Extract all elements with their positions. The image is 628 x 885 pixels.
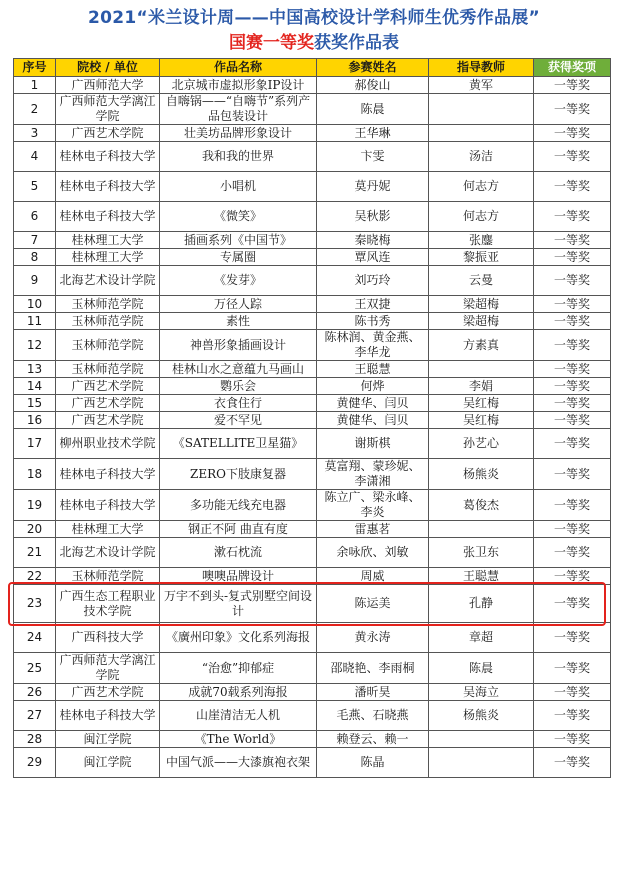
cell-award: 一等奖 — [534, 731, 611, 748]
table-row — [14, 266, 611, 296]
cell-work: 漱石枕流 — [160, 538, 317, 568]
cell-teacher: 张卫东 — [429, 538, 534, 568]
cell-participant: 邵晓艳、李雨桐 — [317, 653, 429, 684]
cell-teacher: 吴红梅 — [429, 412, 534, 429]
cell-teacher: 葛俊杰 — [429, 490, 534, 521]
cell-teacher: 云曼 — [429, 266, 534, 296]
cell-work: 《廣州印象》文化系列海报 — [160, 623, 317, 653]
table-row — [14, 731, 611, 748]
cell-award: 一等奖 — [534, 490, 611, 521]
cell-award: 一等奖 — [534, 395, 611, 412]
cell-work: 衣食住行 — [160, 395, 317, 412]
cell-award: 一等奖 — [534, 296, 611, 313]
col-header-work: 作品名称 — [160, 59, 317, 77]
cell-participant: 陈立广、梁永峰、李炎 — [317, 490, 429, 521]
cell-number: 3 — [14, 125, 56, 142]
cell-award: 一等奖 — [534, 538, 611, 568]
cell-number: 15 — [14, 395, 56, 412]
col-header-number: 序号 — [14, 59, 56, 77]
cell-school: 桂林理工大学 — [56, 249, 160, 266]
cell-number: 10 — [14, 296, 56, 313]
table-row — [14, 585, 611, 623]
table-row — [14, 249, 611, 266]
cell-number: 24 — [14, 623, 56, 653]
cell-work: 多功能无线充电器 — [160, 490, 317, 521]
table-row — [14, 361, 611, 378]
cell-school: 柳州职业技术学院 — [56, 429, 160, 459]
table-row — [14, 653, 611, 684]
cell-participant: 周威 — [317, 568, 429, 585]
cell-participant: 陈晨 — [317, 94, 429, 125]
cell-teacher: 杨熊炎 — [429, 459, 534, 490]
cell-award: 一等奖 — [534, 172, 611, 202]
table-row — [14, 313, 611, 330]
table-row — [14, 748, 611, 778]
cell-number: 14 — [14, 378, 56, 395]
cell-work: 桂林山水之意蕴九马画山 — [160, 361, 317, 378]
cell-number: 20 — [14, 521, 56, 538]
table-row — [14, 94, 611, 125]
cell-teacher — [429, 361, 534, 378]
cell-school: 桂林电子科技大学 — [56, 142, 160, 172]
cell-work: 《微笑》 — [160, 202, 317, 232]
cell-school: 闽江学院 — [56, 748, 160, 778]
table-row — [14, 490, 611, 521]
cell-teacher: 张鏖 — [429, 232, 534, 249]
cell-work: 《发芽》 — [160, 266, 317, 296]
award-level-highlight: 国赛一等奖 — [229, 33, 314, 53]
cell-number: 4 — [14, 142, 56, 172]
cell-school: 广西艺术学院 — [56, 125, 160, 142]
cell-school: 桂林电子科技大学 — [56, 701, 160, 731]
cell-participant: 潘昕昊 — [317, 684, 429, 701]
cell-work: 我和我的世界 — [160, 142, 317, 172]
cell-teacher — [429, 731, 534, 748]
col-header-award: 获得奖项 — [534, 59, 611, 77]
cell-school: 闽江学院 — [56, 731, 160, 748]
cell-number: 12 — [14, 330, 56, 361]
cell-award: 一等奖 — [534, 429, 611, 459]
cell-work: 爱不罕见 — [160, 412, 317, 429]
cell-award: 一等奖 — [534, 459, 611, 490]
cell-number: 8 — [14, 249, 56, 266]
cell-school: 北海艺术设计学院 — [56, 538, 160, 568]
cell-participant: 刘巧玲 — [317, 266, 429, 296]
cell-award: 一等奖 — [534, 330, 611, 361]
cell-teacher: 何志方 — [429, 172, 534, 202]
cell-number: 23 — [14, 585, 56, 623]
cell-school: 玉林师范学院 — [56, 361, 160, 378]
cell-school: 北海艺术设计学院 — [56, 266, 160, 296]
cell-school: 广西生态工程职业技术学院 — [56, 585, 160, 623]
cell-work: 鹦乐会 — [160, 378, 317, 395]
cell-teacher — [429, 748, 534, 778]
cell-number: 21 — [14, 538, 56, 568]
cell-work: “治愈”抑郁症 — [160, 653, 317, 684]
table-row — [14, 330, 611, 361]
table-row — [14, 378, 611, 395]
table-row — [14, 538, 611, 568]
cell-teacher: 梁超梅 — [429, 296, 534, 313]
cell-work: 小唱机 — [160, 172, 317, 202]
cell-number: 2 — [14, 94, 56, 125]
cell-award: 一等奖 — [534, 412, 611, 429]
cell-number: 29 — [14, 748, 56, 778]
cell-school: 玉林师范学院 — [56, 296, 160, 313]
cell-award: 一等奖 — [534, 748, 611, 778]
cell-work: 成就70载系列海报 — [160, 684, 317, 701]
cell-teacher: 章超 — [429, 623, 534, 653]
cell-school: 桂林电子科技大学 — [56, 172, 160, 202]
table-row — [14, 568, 611, 585]
cell-work: 万宇不到头-复式别墅空间设计 — [160, 585, 317, 623]
cell-work: 专属圈 — [160, 249, 317, 266]
page-subtitle — [0, 28, 628, 53]
cell-school: 广西艺术学院 — [56, 684, 160, 701]
cell-award: 一等奖 — [534, 568, 611, 585]
cell-teacher: 吴红梅 — [429, 395, 534, 412]
cell-award: 一等奖 — [534, 684, 611, 701]
cell-school: 桂林理工大学 — [56, 232, 160, 249]
cell-work: 万径人踪 — [160, 296, 317, 313]
cell-participant: 吴秋影 — [317, 202, 429, 232]
cell-teacher: 汤洁 — [429, 142, 534, 172]
cell-award: 一等奖 — [534, 266, 611, 296]
cell-school: 广西艺术学院 — [56, 412, 160, 429]
cell-teacher: 黎振亚 — [429, 249, 534, 266]
subtitle-rest: 获奖作品表 — [314, 33, 399, 53]
table-row — [14, 125, 611, 142]
cell-school: 广西科技大学 — [56, 623, 160, 653]
cell-participant: 黄永涛 — [317, 623, 429, 653]
cell-participant: 赖登云、赖一 — [317, 731, 429, 748]
cell-participant: 郝俊山 — [317, 77, 429, 94]
cell-award: 一等奖 — [534, 142, 611, 172]
cell-school: 广西艺术学院 — [56, 395, 160, 412]
cell-school: 广西师范大学漓江学院 — [56, 653, 160, 684]
cell-number: 1 — [14, 77, 56, 94]
cell-number: 25 — [14, 653, 56, 684]
cell-school: 桂林电子科技大学 — [56, 490, 160, 521]
cell-award: 一等奖 — [534, 125, 611, 142]
cell-work: 钢正不阿 曲直有度 — [160, 521, 317, 538]
cell-teacher: 王聪慧 — [429, 568, 534, 585]
cell-teacher: 孔静 — [429, 585, 534, 623]
cell-work: 神兽形象插画设计 — [160, 330, 317, 361]
cell-school: 广西师范大学漓江学院 — [56, 94, 160, 125]
cell-award: 一等奖 — [534, 521, 611, 538]
table-row — [14, 623, 611, 653]
cell-number: 6 — [14, 202, 56, 232]
cell-work: 中国气派——大漆旗袍衣架 — [160, 748, 317, 778]
cell-participant: 陈林润、黄金燕、李华龙 — [317, 330, 429, 361]
cell-participant: 黄健华、闫贝 — [317, 412, 429, 429]
cell-participant: 莫富翔、蒙珍妮、李潇湘 — [317, 459, 429, 490]
cell-number: 27 — [14, 701, 56, 731]
table-header-row — [14, 59, 611, 77]
cell-number: 22 — [14, 568, 56, 585]
cell-number: 19 — [14, 490, 56, 521]
cell-participant: 陈书秀 — [317, 313, 429, 330]
cell-participant: 何烨 — [317, 378, 429, 395]
cell-award: 一等奖 — [534, 94, 611, 125]
cell-award: 一等奖 — [534, 701, 611, 731]
page-title: 2021“米兰设计周——中国高校设计学科师生优秀作品展” — [87, 8, 541, 28]
cell-school: 桂林电子科技大学 — [56, 202, 160, 232]
cell-teacher: 方素真 — [429, 330, 534, 361]
cell-participant: 秦晓梅 — [317, 232, 429, 249]
cell-award: 一等奖 — [534, 232, 611, 249]
cell-work: 北京城市虚拟形象IP设计 — [160, 77, 317, 94]
cell-participant: 王双捷 — [317, 296, 429, 313]
cell-teacher: 杨熊炎 — [429, 701, 534, 731]
cell-number: 13 — [14, 361, 56, 378]
table-row — [14, 412, 611, 429]
table-row — [14, 521, 611, 538]
cell-participant: 余咏欣、刘敏 — [317, 538, 429, 568]
cell-award: 一等奖 — [534, 202, 611, 232]
cell-participant: 陈晶 — [317, 748, 429, 778]
cell-number: 5 — [14, 172, 56, 202]
cell-number: 18 — [14, 459, 56, 490]
table-row — [14, 77, 611, 94]
cell-work: 插画系列《中国节》 — [160, 232, 317, 249]
cell-teacher — [429, 94, 534, 125]
cell-award: 一等奖 — [534, 585, 611, 623]
table-body — [14, 77, 611, 778]
cell-number: 7 — [14, 232, 56, 249]
cell-award: 一等奖 — [534, 623, 611, 653]
cell-school: 玉林师范学院 — [56, 568, 160, 585]
cell-participant: 莫丹妮 — [317, 172, 429, 202]
cell-award: 一等奖 — [534, 378, 611, 395]
cell-work: 噢噢品牌设计 — [160, 568, 317, 585]
cell-award: 一等奖 — [534, 249, 611, 266]
cell-number: 26 — [14, 684, 56, 701]
cell-school: 玉林师范学院 — [56, 330, 160, 361]
cell-work: 山崖清洁无人机 — [160, 701, 317, 731]
cell-work: 《The World》 — [160, 731, 317, 748]
cell-participant: 卞雯 — [317, 142, 429, 172]
cell-number: 9 — [14, 266, 56, 296]
cell-participant: 雷惠茗 — [317, 521, 429, 538]
cell-number: 17 — [14, 429, 56, 459]
cell-participant: 王华琳 — [317, 125, 429, 142]
cell-teacher: 李娟 — [429, 378, 534, 395]
table-row — [14, 296, 611, 313]
cell-teacher: 陈晨 — [429, 653, 534, 684]
col-header-teacher: 指导教师 — [429, 59, 534, 77]
table-row — [14, 232, 611, 249]
cell-participant: 王聪慧 — [317, 361, 429, 378]
cell-participant: 陈运美 — [317, 585, 429, 623]
cell-teacher: 黄军 — [429, 77, 534, 94]
cell-number: 11 — [14, 313, 56, 330]
cell-school: 桂林理工大学 — [56, 521, 160, 538]
cell-teacher: 何志方 — [429, 202, 534, 232]
cell-participant: 黄健华、闫贝 — [317, 395, 429, 412]
table-row — [14, 684, 611, 701]
col-header-name: 参赛姓名 — [317, 59, 429, 77]
cell-work: 自嗨锅——“自嗨节”系列产品包装设计 — [160, 94, 317, 125]
col-header-school: 院校 / 单位 — [56, 59, 160, 77]
cell-work: ZERO下肢康复器 — [160, 459, 317, 490]
cell-participant: 毛燕、石晓燕 — [317, 701, 429, 731]
cell-award: 一等奖 — [534, 361, 611, 378]
table-row — [14, 701, 611, 731]
table-row — [14, 429, 611, 459]
cell-teacher: 梁超梅 — [429, 313, 534, 330]
table-row — [14, 142, 611, 172]
cell-teacher — [429, 521, 534, 538]
cell-school: 玉林师范学院 — [56, 313, 160, 330]
cell-school: 广西师范大学 — [56, 77, 160, 94]
cell-participant: 覃风连 — [317, 249, 429, 266]
cell-work: 壮美坊品牌形象设计 — [160, 125, 317, 142]
cell-school: 广西艺术学院 — [56, 378, 160, 395]
cell-teacher — [429, 125, 534, 142]
cell-school: 桂林电子科技大学 — [56, 459, 160, 490]
cell-award: 一等奖 — [534, 653, 611, 684]
cell-work: 素性 — [160, 313, 317, 330]
cell-award: 一等奖 — [534, 77, 611, 94]
cell-participant: 谢斯棋 — [317, 429, 429, 459]
cell-number: 16 — [14, 412, 56, 429]
table-row — [14, 459, 611, 490]
table-row — [14, 202, 611, 232]
cell-teacher: 吴海立 — [429, 684, 534, 701]
table-row — [14, 172, 611, 202]
cell-number: 28 — [14, 731, 56, 748]
cell-award: 一等奖 — [534, 313, 611, 330]
table-row — [14, 395, 611, 412]
cell-work: 《SATELLITE卫星猫》 — [160, 429, 317, 459]
award-table — [13, 58, 611, 778]
cell-teacher: 孙艺心 — [429, 429, 534, 459]
